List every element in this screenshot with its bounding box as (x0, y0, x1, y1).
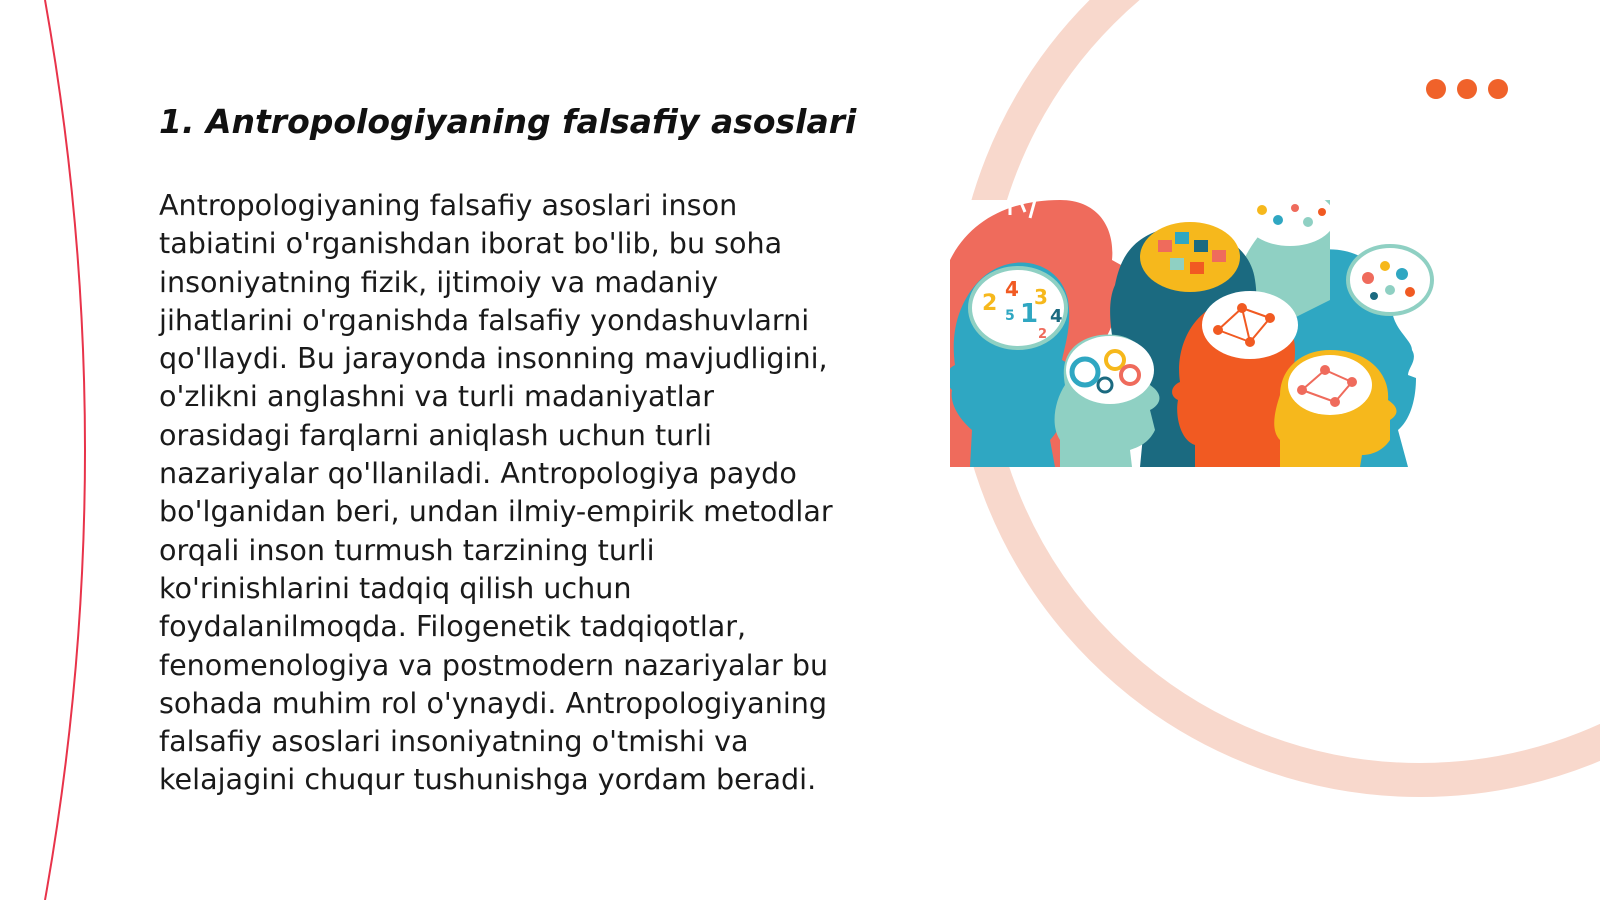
brain-dot (1370, 292, 1378, 300)
brain (1202, 291, 1298, 359)
brain-dot (1396, 268, 1408, 280)
dot (1457, 79, 1477, 99)
number-glyph: 3 (1034, 285, 1048, 309)
slide-title: 1. Antropologiyaning falsafiy asoslari (159, 102, 857, 141)
brain (1288, 355, 1372, 415)
number-glyph: 2 (982, 291, 998, 316)
number-glyph: 2 (1038, 327, 1048, 342)
left-curve-line (45, 0, 85, 900)
slide-body-text: Antropologiyaning falsafiy asoslari inson tabiatini o'rganishdan iborat bo'lib, bu soha insoniyatning fizik, ijtimoiy va madaniy jihatlarini o'rganishda falsafiy yondashuvlarni qo'llaydi. Bu jarayonda insonning mavjudligini, o'zlikni anglashni va turli madaniyatlar orasidagi farqlarni aniqlash uchun turli nazariyalar qo'llaniladi. Antropologiya paydo bo'lganidan beri, undan ilmiy-empirik metodlar orqali inson turmush tarzining turli ko'rinishlarini tadqiq qilish uchun foydalanilmoqda. Filogenetik tadqiqotlar, fenomenologiya va postmodern nazariyalar bu sohada muhim rol o'ynaydi. Antropologiyaning falsafiy asoslari insoniyatning o'tmishi va kelajagini chuqur tushunishga yordam beradi. (159, 188, 833, 797)
dot (1488, 79, 1508, 99)
brain-dot (1380, 261, 1390, 271)
brain (1066, 336, 1154, 404)
heads-brains-illustration (950, 200, 1450, 467)
brain-dot (1291, 204, 1299, 212)
brain-dot (1257, 205, 1267, 215)
brain-dot (1273, 215, 1283, 225)
brain-dot (1362, 272, 1374, 284)
brain-dot (1405, 287, 1415, 297)
brain-dot (1385, 285, 1395, 295)
brain-dot (1318, 208, 1326, 216)
dot (1426, 79, 1446, 99)
brain-dot (1303, 217, 1313, 227)
number-glyph: 1 (1020, 299, 1039, 329)
number-glyph: 5 (1005, 308, 1015, 324)
number-glyph: 4 (1005, 277, 1019, 301)
three-dots-icon (1426, 79, 1508, 99)
brain (1348, 246, 1432, 314)
number-glyph: 4 (1050, 306, 1063, 327)
